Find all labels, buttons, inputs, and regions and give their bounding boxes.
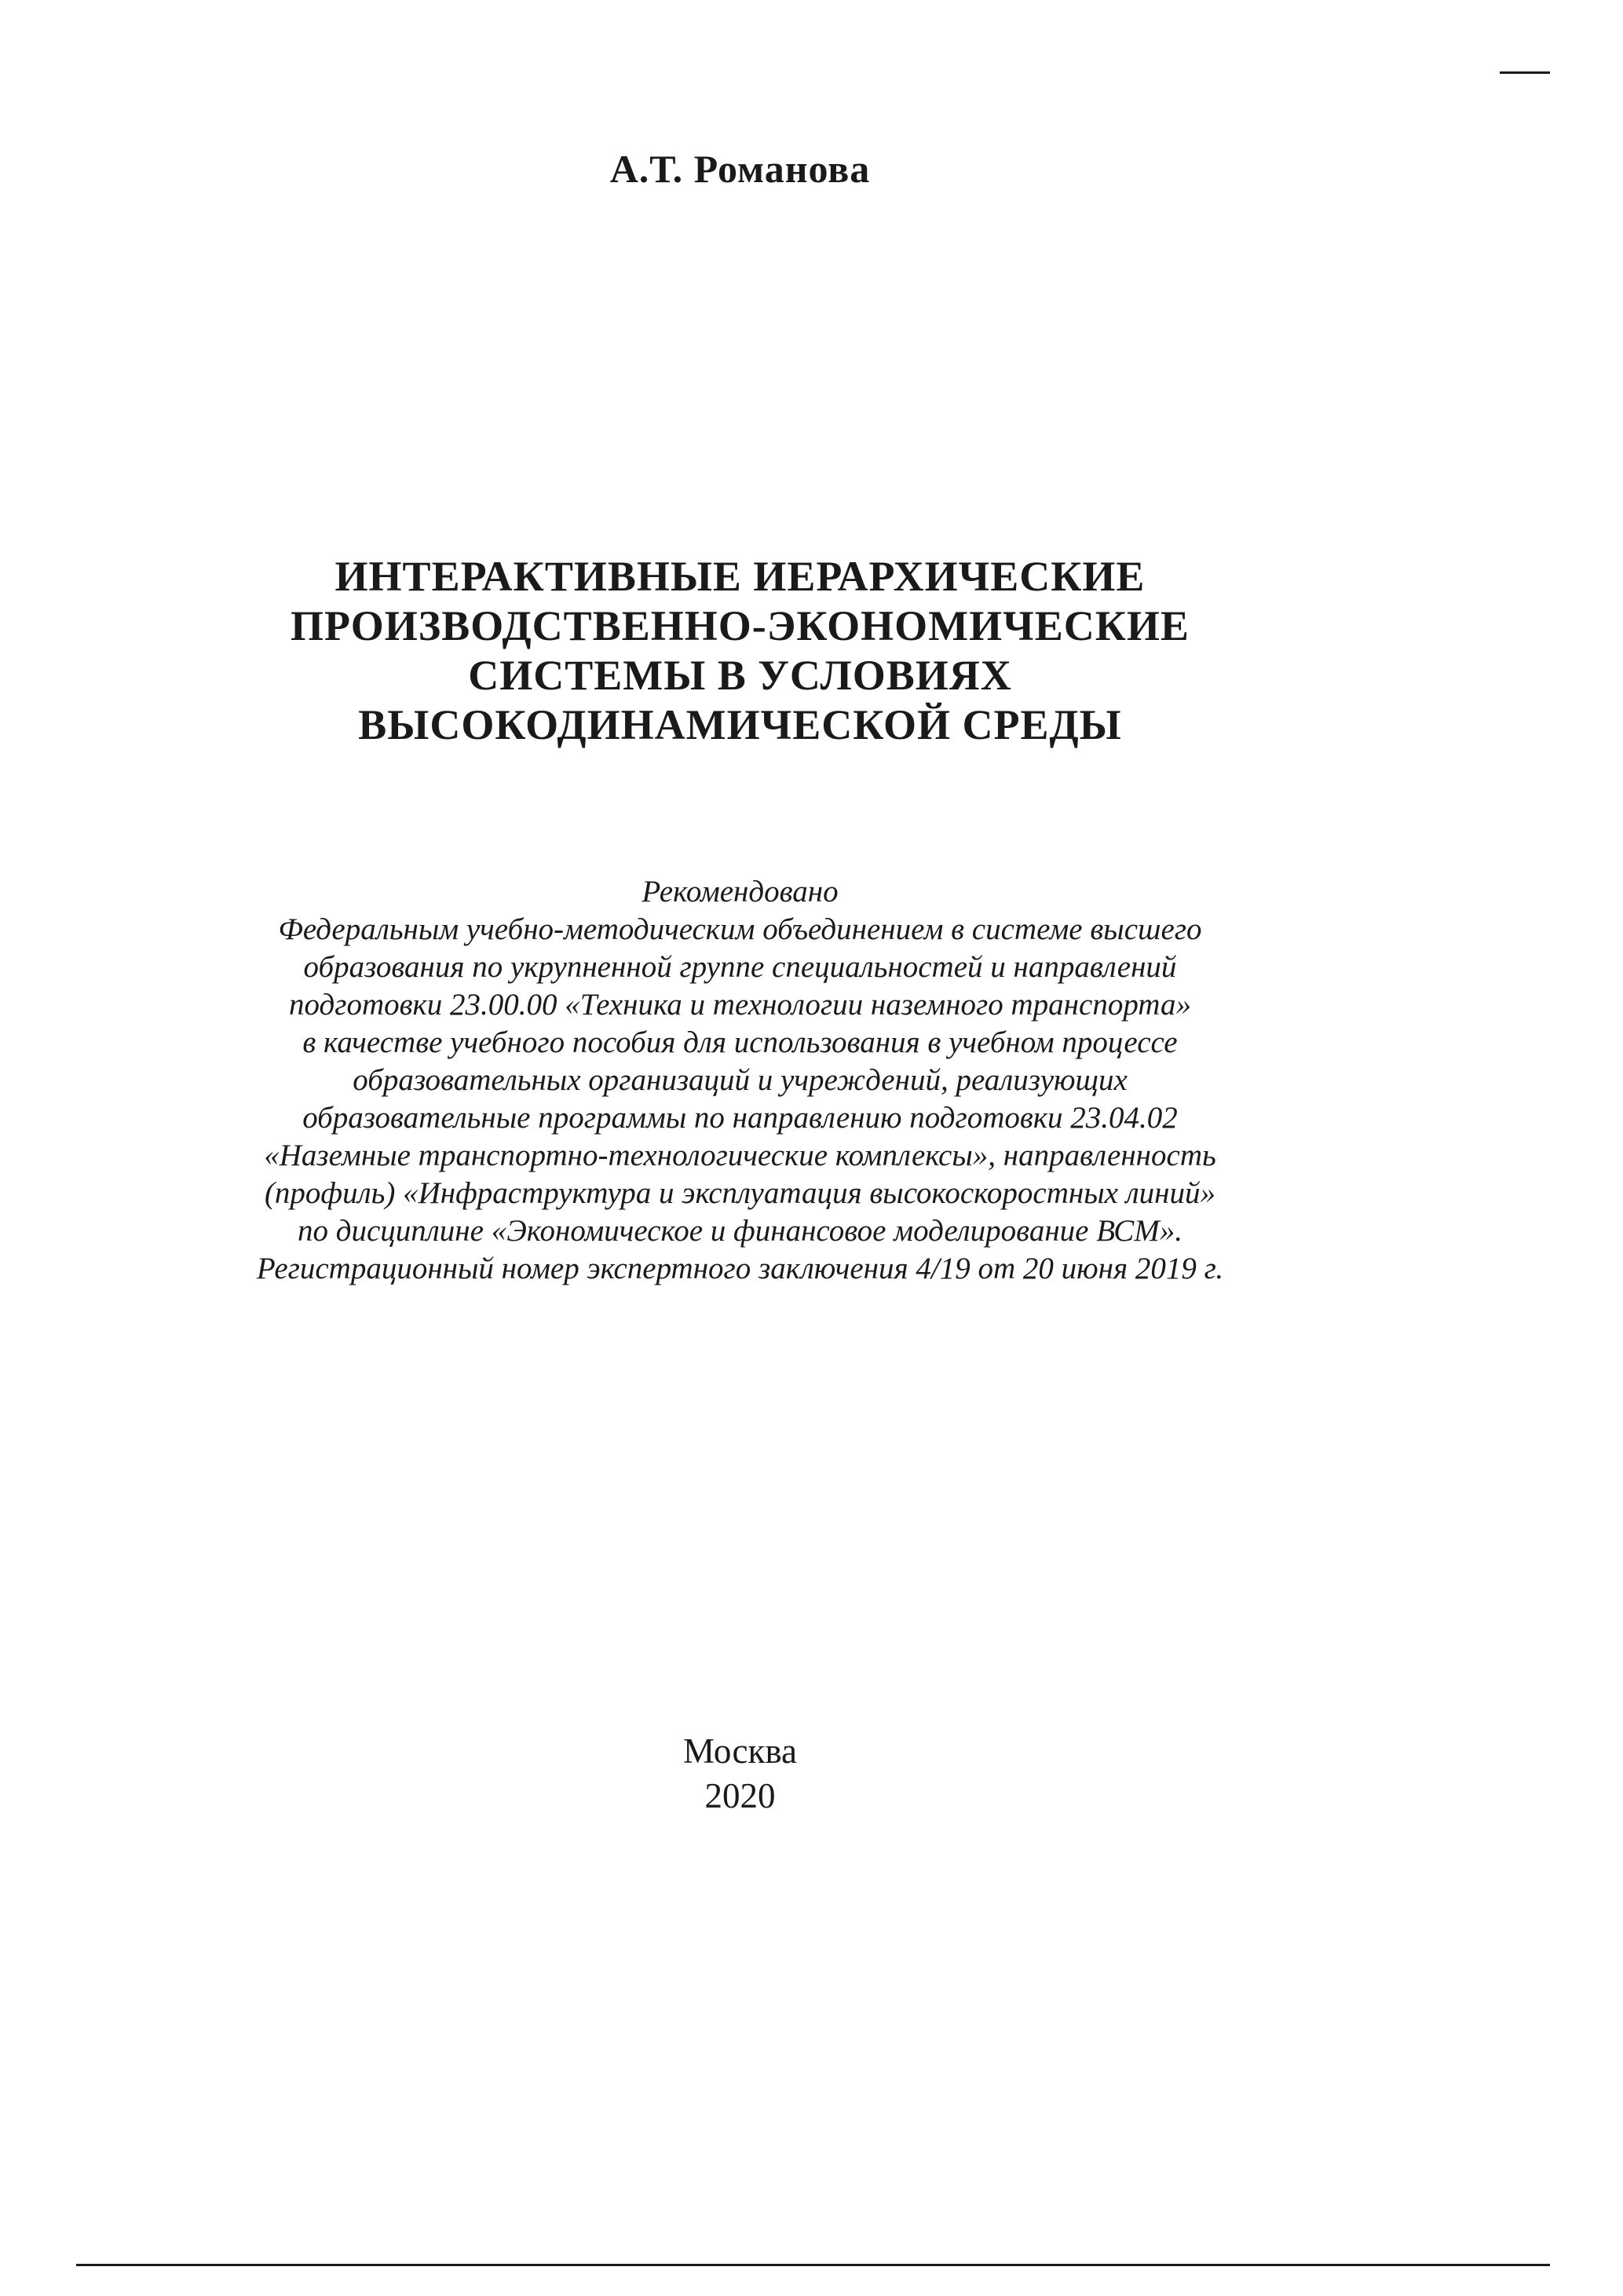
publication-year: 2020 (704, 1776, 776, 1815)
recommendation-line: (профиль) «Инфраструктура и эксплуатация высокоскоростных линий» (264, 1176, 1216, 1210)
corner-rule (1500, 71, 1550, 74)
book-title (0, 552, 1480, 750)
title-line: ПРОИЗВОДСТВЕННО-ЭКОНОМИЧЕСКИЕ (291, 602, 1190, 649)
title-line: ИНТЕРАКТИВНЫЕ ИЕРАРХИЧЕСКИЕ (334, 553, 1146, 600)
recommendation-line: «Наземные транспортно-технологические комплексы», направленность (264, 1139, 1216, 1172)
recommendation-line: в качестве учебного пособия для использования в учебном процессе (302, 1026, 1178, 1059)
recommendation-line: по дисциплине «Экономическое и финансовое моделирование ВСМ». (298, 1214, 1183, 1248)
recommendation-block (0, 873, 1480, 1288)
recommendation-line: подготовки 23.00.00 «Техника и технологии наземного транспорта» (289, 988, 1191, 1022)
title-line: СИСТЕМЫ В УСЛОВИЯХ (468, 652, 1012, 699)
recommendation-line: Федеральным учебно-методическим объединением в системе высшего (278, 912, 1202, 946)
recommendation-line: образовательные программы по направлению подготовки 23.04.02 (302, 1101, 1178, 1135)
recommendation-line: образовательных организаций и учреждений, реализующих (353, 1063, 1128, 1097)
publication-city: Москва (683, 1731, 797, 1771)
bottom-rule (76, 2264, 1550, 2266)
recommendation-heading: Рекомендовано (642, 875, 839, 909)
publication-imprint (0, 1729, 1480, 1819)
recommendation-line: Регистрационный номер экспертного заключения 4/19 от 20 июня 2019 г. (256, 1252, 1224, 1285)
title-line: ВЫСОКОДИНАМИЧЕСКОЙ СРЕДЫ (358, 701, 1122, 748)
author-name: А.Т. Романова (609, 147, 871, 191)
recommendation-line: образования по укрупненной группе специальностей и направлений (303, 950, 1177, 984)
